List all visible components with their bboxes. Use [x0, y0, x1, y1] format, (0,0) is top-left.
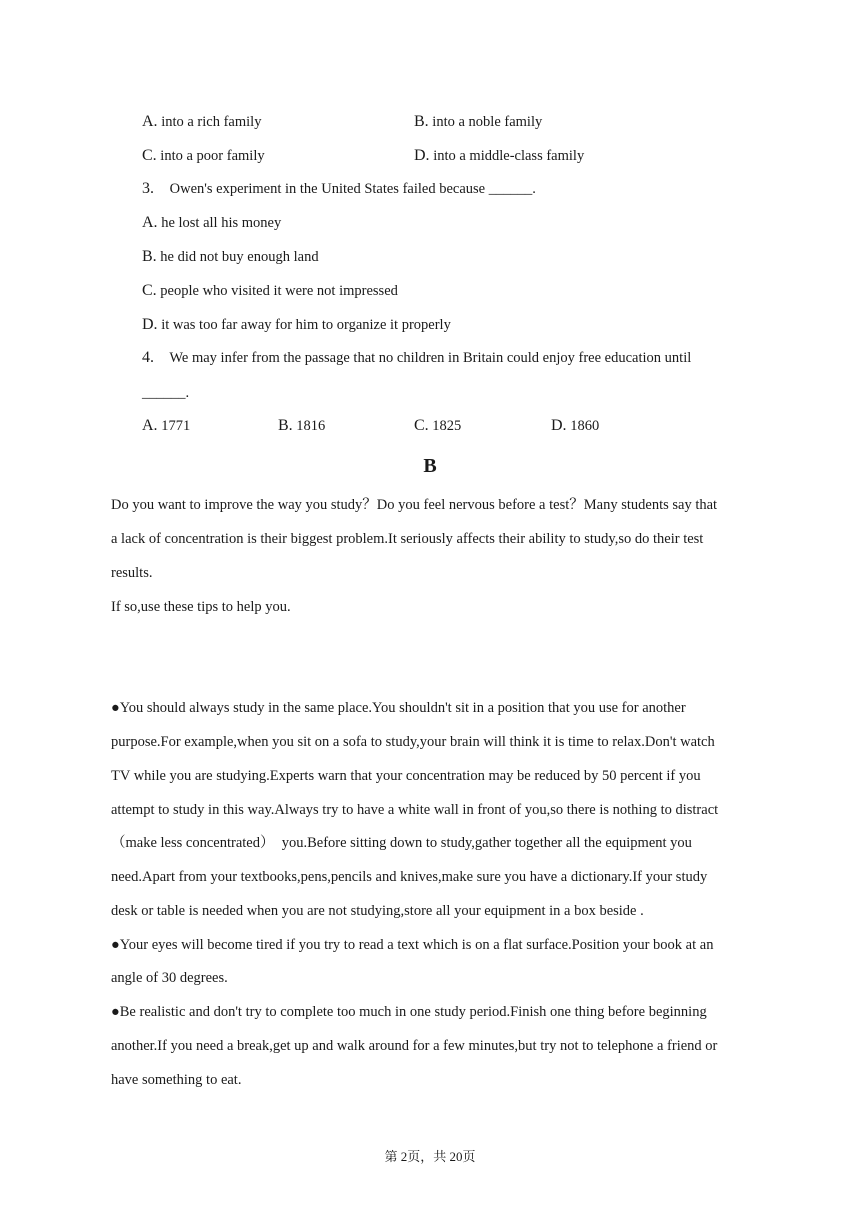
q2-option-c [142, 146, 265, 166]
intro-line: results. [111, 565, 153, 581]
page-footer: 第 2页，共 20页 [384, 1149, 476, 1164]
option-letter: D. [414, 147, 430, 164]
q4-option-c [414, 416, 461, 436]
q2-option-a [142, 112, 261, 132]
tip-3-line: another.If you need a break,get up and walk around for a few minutes,but try not to telephone a friend or [111, 1038, 718, 1054]
tip-2-line: ●Your eyes will become tired if you try to read a text which is on a flat surface.Position your book at an [111, 937, 714, 953]
q2-option-b [414, 112, 542, 132]
option-letter: B. [278, 417, 293, 434]
option-letter: A. [142, 113, 158, 130]
option-text: he lost all his money [161, 215, 282, 231]
tip-1-line: desk or table is needed when you are not studying,store all your equipment in a box beside . [111, 903, 644, 919]
option-text: 1771 [161, 418, 191, 434]
question-text: We may infer from the passage that no children in Britain could enjoy free education until [169, 350, 692, 366]
q2-option-d [414, 146, 584, 166]
q4-option-a [142, 416, 190, 436]
option-text: into a poor family [160, 148, 265, 164]
option-letter: C. [414, 417, 429, 434]
q4-option-d [551, 416, 599, 436]
question-number: 3. [142, 180, 154, 197]
q3-option-c [142, 281, 398, 301]
question-4 [142, 348, 691, 368]
intro-line: Do you want to improve the way you study？Do you feel nervous before a test？Many students say that [111, 497, 718, 513]
tip-1-line: purpose.For example,when you sit on a sofa to study,your brain will think it is time to relax.Don't watch [111, 734, 715, 750]
q3-option-a [142, 213, 281, 233]
option-text: 1825 [432, 418, 462, 434]
intro-line: If so,use these tips to help you. [111, 599, 291, 615]
tip-3-line: ●Be realistic and don't try to complete too much in one study period.Finish one thing before beginning [111, 1004, 707, 1020]
option-letter: B. [414, 113, 429, 130]
tip-3-line: have something to eat. [111, 1072, 242, 1088]
option-text: into a rich family [161, 114, 262, 130]
tip-1-line: attempt to study in this way.Always try to have a white wall in front of you,so there is nothing to distract [111, 802, 719, 818]
option-letter: C. [142, 147, 157, 164]
question-text: Owen's experiment in the United States failed because ______. [169, 181, 536, 197]
option-text: into a middle-class family [433, 148, 585, 164]
option-letter: B. [142, 248, 157, 265]
tip-1-line: ●You should always study in the same place.You shouldn't sit in a position that you use for another [111, 700, 686, 716]
option-text: 1816 [296, 418, 326, 434]
section-title: B [423, 455, 437, 477]
question-number: 4. [142, 349, 154, 366]
tip-1-line: （make less concentrated） you.Before sitting down to study,gather together all the equipment you [111, 835, 692, 851]
tip-1-line: need.Apart from your textbooks,pens,pencils and knives,make sure you have a dictionary.If your study [111, 869, 708, 885]
q3-option-b [142, 247, 319, 267]
tip-1-line: TV while you are studying.Experts warn that your concentration may be reduced by 50 percent if you [111, 768, 701, 784]
q3-option-d [142, 315, 451, 335]
option-letter: A. [142, 417, 158, 434]
option-letter: D. [142, 316, 158, 333]
question-3 [142, 179, 536, 199]
option-text: it was too far away for him to organize it properly [161, 317, 451, 333]
option-text: people who visited it were not impressed [160, 283, 398, 299]
question-4-continuation: ______. [142, 385, 190, 401]
option-text: he did not buy enough land [160, 249, 319, 265]
option-text: 1860 [570, 418, 600, 434]
option-letter: D. [551, 417, 567, 434]
option-text: into a noble family [432, 114, 543, 130]
option-letter: A. [142, 214, 158, 231]
tip-2-line: angle of 30 degrees. [111, 970, 228, 986]
option-letter: C. [142, 282, 157, 299]
q4-option-b [278, 416, 325, 436]
intro-line: a lack of concentration is their biggest problem.It seriously affects their ability to study,so do their test [111, 531, 704, 547]
